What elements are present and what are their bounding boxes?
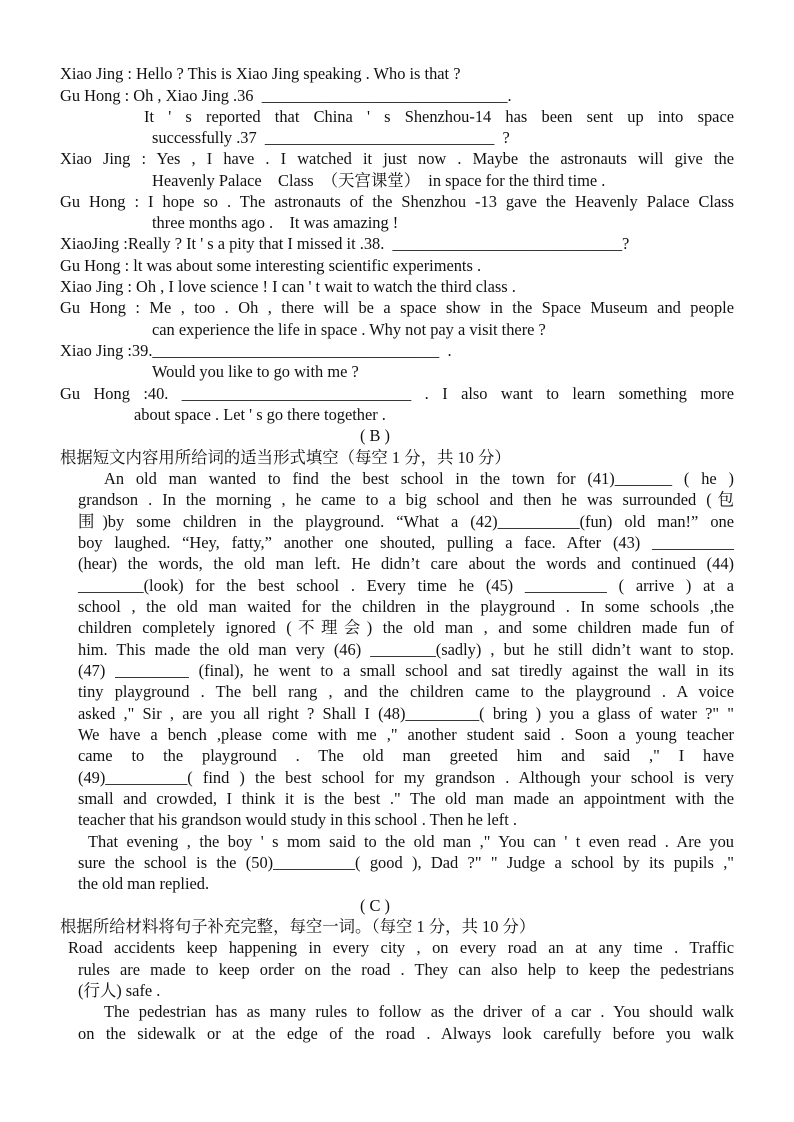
passage-line: (49)__________( find ) the best school for my grandson . Although your school is very: [78, 768, 734, 787]
passage-line: Road accidents keep happening in every city , on every road an at any time . Traffic: [68, 938, 734, 957]
dialogue-line: Xiao Jing :39.___________________________________ .: [60, 341, 452, 360]
dialogue-line: Xiao Jing : Yes , I have . I watched it just now . Maybe the astronauts will give the: [60, 149, 734, 168]
passage-line: tiny playground . The bell rang , and the children came to the playground . A voice: [78, 682, 734, 701]
passage-line: (47) _________ (final), he went to a small school and sat tiredly against the wall in its: [78, 661, 734, 680]
passage-line: sure the school is the (50)__________( good ), Dad ?" " Judge a school by its pupils ,": [78, 853, 734, 872]
passage-line: That evening , the boy ' s mom said to the old man ," You can ' t even read . Are you: [88, 832, 734, 851]
passage-line: on the sidewalk or at the edge of the road . Always look carefully before you walk: [78, 1024, 734, 1043]
dialogue-line: Xiao Jing : Oh , I love science ! I can ' t wait to watch the third class .: [60, 277, 516, 296]
passage-line: (hear) the words, the old man left. He didn’t care about the words and continued (44): [78, 554, 734, 573]
dialogue-line: Gu Hong : lt was about some interesting scientific experiments .: [60, 256, 482, 275]
dialogue-line: Heavenly Palace Class （天宫课堂） in space for the third time .: [152, 171, 606, 190]
dialogue-line: XiaoJing :Really ? It ' s a pity that I missed it .38. ____________________________?: [60, 234, 630, 253]
section-b-label: ( B ): [359, 426, 391, 445]
passage-line: The pedestrian has as many rules to follow as the driver of a car . You should walk: [104, 1002, 734, 1021]
dialogue-line: Gu Hong :40. ____________________________ . I also want to learn something more: [60, 384, 734, 403]
section-c-instruction: 根据所给材料将句子补充完整，每空一词。（每空 1 分，共 10 分）: [60, 917, 536, 936]
dialogue-line: Gu Hong : Me , too . Oh , there will be a space show in the Space Museum and people: [60, 298, 734, 317]
passage-line: school , the old man waited for the children in the playground . In some schools ,the: [78, 597, 734, 616]
passage-line: children completely ignored (不理会) the old man , and some children made fun of: [78, 618, 734, 637]
passage-line: An old man wanted to find the best school in the town for (41)_______ ( he ): [104, 469, 734, 488]
dialogue-line: can experience the life in space . Why not pay a visit there ?: [152, 320, 546, 339]
dialogue-line: Gu Hong : I hope so . The astronauts of the Shenzhou -13 gave the Heavenly Palace Class: [60, 192, 734, 211]
passage-line: came to the playground . The old man greeted him and said ," I have: [78, 746, 734, 765]
passage-line: him. This made the old man very (46) ________(sadly) , but he still didn’t want to stop.: [78, 640, 734, 659]
dialogue-line: Xiao Jing : Hello ? This is Xiao Jing speaking . Who is that ?: [60, 64, 461, 83]
passage-line: We have a bench ,please come with me ," another student said . Soon a young teacher: [78, 725, 734, 744]
passage-line: boy laughed. “Hey, fatty,” another one shouted, pulling a face. After (43) __________: [78, 533, 734, 552]
passage-line: small and crowded, I think it is the best ." The old man made an appointment with the: [78, 789, 734, 808]
section-c-label: ( C ): [359, 896, 391, 915]
dialogue-line: Gu Hong : Oh , Xiao Jing .36 ______________________________.: [60, 86, 512, 105]
dialogue-line: three months ago . It was amazing !: [152, 213, 399, 232]
dialogue-line: Would you like to go with me ?: [152, 362, 359, 381]
dialogue-line: It ' s reported that China ' s Shenzhou-14 has been sent up into space: [144, 107, 734, 126]
passage-line: (行人) safe .: [78, 981, 161, 1000]
dialogue-line: about space . Let ' s go there together .: [134, 405, 386, 424]
passage-line: teacher that his grandson would study in this school . Then he left .: [78, 810, 517, 829]
passage-line: 围)by some children in the playground. “What a (42)__________(fun) old man!” one: [78, 512, 734, 531]
passage-line: grandson . In the morning , he came to a big school and then he was surrounded (包: [78, 490, 734, 509]
dialogue-line: successfully .37 ____________________________ ?: [152, 128, 510, 147]
passage-line: rules are made to keep order on the road . They can also help to keep the pedestrians: [78, 960, 734, 979]
section-b-instruction: 根据短文内容用所给词的适当形式填空（每空 1 分，共 10 分）: [60, 448, 511, 467]
passage-line: ________(look) for the best school . Every time he (45) __________ ( arrive ) at a: [78, 576, 734, 595]
passage-line: the old man replied.: [78, 874, 210, 893]
passage-line: asked ," Sir , are you all right ? Shall I (48)_________( bring ) you a glass of water ?" ": [78, 704, 734, 723]
